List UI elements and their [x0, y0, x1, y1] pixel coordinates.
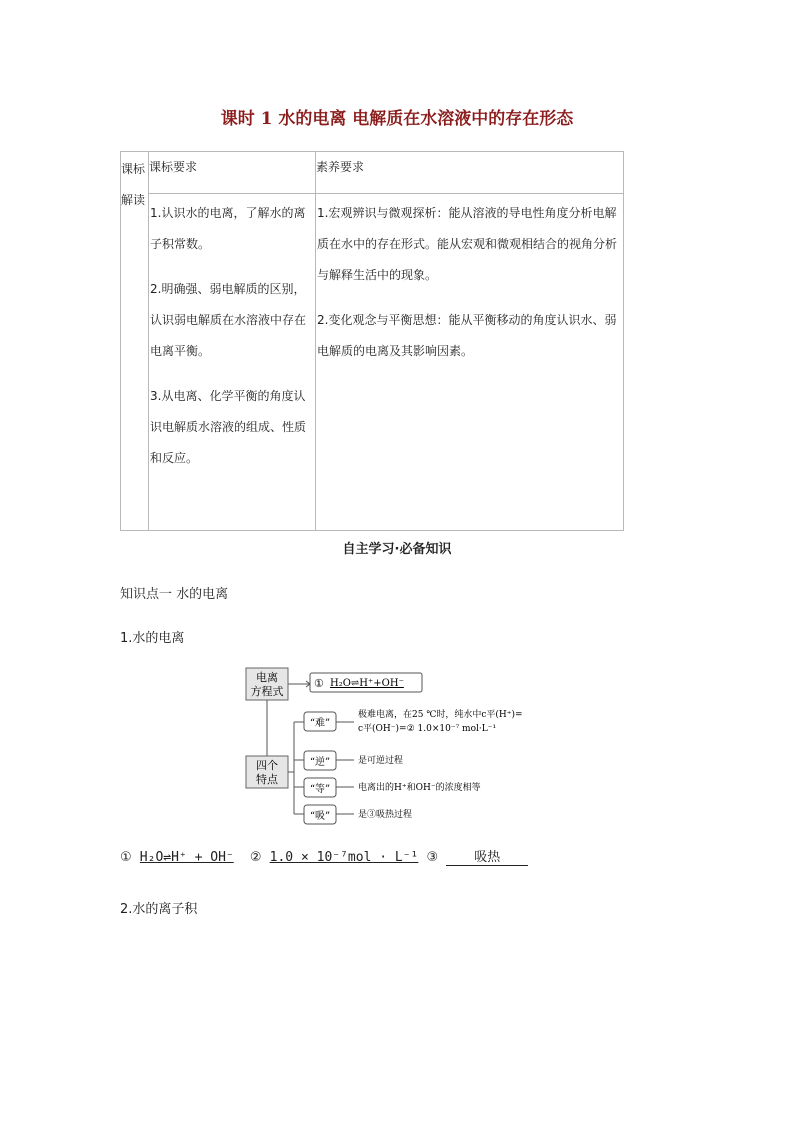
subheading-ion-product: 2.水的离子积: [120, 902, 198, 917]
curriculum-item: 2.明确强、弱电解质的区别，认识弱电解质在水溶液中存在电离平衡。: [150, 282, 307, 358]
answer-1: H₂O⇌H⁺ + OH⁻: [139, 850, 234, 865]
feature-text: 极难电离，在25 ℃时，纯水中c平(H⁺)=: [358, 710, 523, 720]
knowledge-point-heading: 知识点一 水的电离: [120, 587, 229, 602]
feature-text: 是③吸热过程: [358, 810, 413, 820]
features-box-label-1: 四个: [256, 759, 278, 772]
literacy-item: 1.宏观辨识与微观探析：能从溶液的导电性角度分析电解质在水中的存在形式。能从宏观和微观相结合的视角分析与解释生活中的现象。: [317, 206, 618, 282]
lesson-title: 课时 1 水的电离 电解质在水溶液中的存在形态: [220, 109, 574, 129]
row-label-cell: [121, 152, 149, 531]
literacy-item: 2.变化观念与平衡思想：能从平衡移动的角度认识水、弱电解质的电离及其影响因素。: [317, 313, 617, 358]
literacy-requirements-cell: [316, 194, 624, 531]
section-title: 自主学习·必备知识: [342, 542, 452, 557]
answer-line: [120, 850, 532, 866]
answer-number: ②: [249, 850, 262, 865]
equation-box-label-2: 方程式: [250, 685, 284, 698]
subheading-water-ionization: 1.水的电离: [120, 631, 185, 646]
feature-text: c平(OH⁻)=② 1.0×10⁻⁷ mol·L⁻¹: [358, 724, 497, 734]
answer-3: 吸热: [446, 850, 528, 866]
feature-text: 是可逆过程: [358, 756, 404, 766]
curriculum-item: 3.从电离、化学平衡的角度认识电解质水溶液的组成、性质和反应。: [150, 389, 307, 465]
curriculum-requirements-cell: [149, 194, 316, 531]
equation-number: ①: [314, 677, 324, 690]
requirements-table: [120, 151, 624, 531]
water-ionization-diagram: [244, 664, 564, 830]
feature-tag: “等”: [309, 784, 331, 795]
col1-header: 课标要求: [149, 152, 316, 194]
features-box-label-2: 特点: [256, 773, 278, 786]
feature-tag: “逆”: [309, 757, 331, 768]
feature-tag: “吸”: [309, 811, 331, 822]
equation-text: H₂O⇌H⁺+OH⁻: [330, 678, 404, 689]
col2-header: 素养要求: [316, 152, 624, 194]
answer-number: ③: [426, 850, 439, 865]
feature-text: 电离出的H⁺和OH⁻的浓度相等: [358, 783, 481, 793]
answer-number: ①: [120, 850, 132, 865]
equation-box-label-1: 电离: [256, 671, 278, 684]
answer-2: 1.0 × 10⁻⁷mol · L⁻¹: [269, 850, 419, 865]
row-label: 课标解读: [121, 162, 146, 207]
feature-tag: “难”: [309, 718, 331, 729]
curriculum-item: 1.认识水的电离，了解水的离子积常数。: [150, 206, 306, 251]
